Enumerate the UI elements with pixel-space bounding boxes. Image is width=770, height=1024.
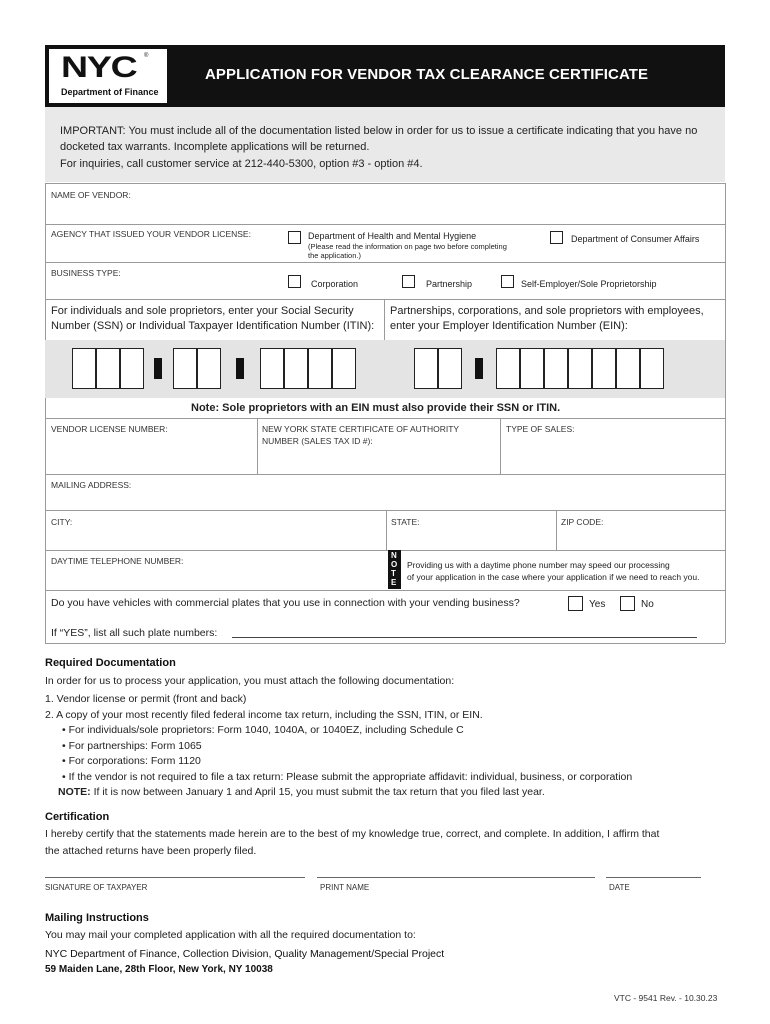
certification-text: I hereby certify that the statements made herein are to the best of my knowledge true, correct, and complete. In addition, I affirm that <box>45 828 660 840</box>
date-line[interactable] <box>606 877 701 878</box>
business-corporation-checkbox[interactable] <box>288 275 301 288</box>
ein-digit-box[interactable] <box>414 348 438 389</box>
logo-registered-mark: ® <box>144 53 149 59</box>
business-corporation-label: Corporation <box>311 279 359 289</box>
required-docs-bullet: • If the vendor is not required to file a tax return: Please submit the appropriate affidavit: individual, business, or corporation <box>62 771 633 783</box>
state-field[interactable] <box>387 511 555 550</box>
note-text: If it is now between January 1 and April 15, you must submit the tax return that you filed last year. <box>90 786 545 798</box>
vendor-license-label: VENDOR LICENSE NUMBER: <box>51 424 168 434</box>
row-divider <box>45 590 725 591</box>
important-line-1: IMPORTANT: You must include all of the documentation listed below in order for us to issue a certificate indicating that you have no <box>60 125 698 137</box>
ssn-digit-box[interactable] <box>173 348 197 389</box>
plates-input-line[interactable] <box>232 637 697 638</box>
required-docs-item: 1. Vendor license or permit (front and back) <box>45 693 247 705</box>
ein-digit-box[interactable] <box>592 348 616 389</box>
ein-instruction: enter your Employer Identification Number (EIN): <box>390 320 628 332</box>
business-partnership-checkbox[interactable] <box>402 275 415 288</box>
agency-dca-checkbox[interactable] <box>550 231 563 244</box>
note-letter: E <box>391 578 397 587</box>
mailing-address: 59 Maiden Lane, 28th Floor, New York, NY 10038 <box>45 964 273 975</box>
note-letter: N <box>391 551 397 560</box>
required-docs-bullet: • For partnerships: Form 1065 <box>62 740 202 752</box>
ein-digit-box[interactable] <box>520 348 544 389</box>
city-label: CITY: <box>51 517 73 527</box>
date-label: DATE <box>609 883 630 892</box>
important-line-2: docketed tax warrants. Incomplete applications will be returned. <box>60 141 370 153</box>
agency-dohmh-note: (Please read the information on page two before completing <box>308 242 507 251</box>
plates-label: If “YES”, list all such plate numbers: <box>51 627 218 639</box>
form-id: VTC - 9541 Rev. - 10.30.23 <box>614 993 718 1003</box>
ssn-instruction: Number (SSN) or Individual Taxpayer Identification Number (ITIN): <box>51 320 375 332</box>
vendor-license-field[interactable] <box>46 419 256 474</box>
agency-dca-label: Department of Consumer Affairs <box>571 234 700 244</box>
vehicles-yes-label: Yes <box>589 599 606 610</box>
required-docs-bullet: • For individuals/sole proprietors: Form 1040, 1040A, or 1040EZ, including Schedule C <box>62 724 464 736</box>
mailing-intro: You may mail your completed application with all the required documentation to: <box>45 929 416 941</box>
signature-line[interactable] <box>45 877 305 878</box>
mailing-address-field[interactable] <box>46 475 724 510</box>
ein-digit-box[interactable] <box>496 348 520 389</box>
city-field[interactable] <box>46 511 385 550</box>
required-docs-bullet: • For corporations: Form 1120 <box>62 755 201 767</box>
vendor-name-field[interactable] <box>46 184 724 224</box>
column-divider <box>384 299 385 341</box>
business-type-label: BUSINESS TYPE: <box>51 268 121 278</box>
phone-label: DAYTIME TELEPHONE NUMBER: <box>51 556 184 566</box>
ein-digit-box[interactable] <box>438 348 462 389</box>
agency-dohmh-checkbox[interactable] <box>288 231 301 244</box>
form-title: APPLICATION FOR VENDOR TAX CLEARANCE CERTIFICATE <box>205 66 649 83</box>
note-letter: T <box>391 569 396 578</box>
important-notice <box>45 107 725 182</box>
certification-text: the attached returns have been properly filed. <box>45 845 257 857</box>
vehicles-yes-checkbox[interactable] <box>568 596 583 611</box>
zip-code-field[interactable] <box>557 511 724 550</box>
vendor-name-label: NAME OF VENDOR: <box>51 190 131 200</box>
ein-instruction: Partnerships, corporations, and sole proprietors with employees, <box>390 305 704 317</box>
business-partnership-label: Partnership <box>426 279 473 289</box>
phone-note: Providing us with a daytime phone number may speed our processing <box>407 560 670 570</box>
row-divider <box>45 224 725 225</box>
note-bold: NOTE: <box>58 786 91 798</box>
nys-certificate-field[interactable] <box>258 419 499 474</box>
agency-dohmh-label: Department of Health and Mental Hygiene <box>308 231 477 241</box>
ssn-separator <box>154 358 162 379</box>
ssn-digit-box[interactable] <box>96 348 120 389</box>
vehicles-no-checkbox[interactable] <box>620 596 635 611</box>
mailing-address-label: MAILING ADDRESS: <box>51 480 132 490</box>
agency-label: AGENCY THAT ISSUED YOUR VENDOR LICENSE: <box>51 229 251 239</box>
phone-note: of your application in the case where your application if we need to reach you. <box>407 572 700 582</box>
row-divider <box>45 262 725 263</box>
print-name-line[interactable] <box>317 877 595 878</box>
note-tag <box>388 550 401 589</box>
ssn-digit-box[interactable] <box>120 348 144 389</box>
ssn-digit-box[interactable] <box>72 348 96 389</box>
signature-label: SIGNATURE OF TAXPAYER <box>45 883 148 892</box>
note-letter: O <box>391 560 398 569</box>
nys-certificate-label: NUMBER (SALES TAX ID #): <box>262 436 373 446</box>
ssn-digit-box[interactable] <box>197 348 221 389</box>
agency-dohmh-note: the application.) <box>308 251 361 260</box>
required-docs-note <box>58 786 545 798</box>
ssn-instruction: For individuals and sole proprietors, enter your Social Security <box>51 305 354 317</box>
form-border-bottom <box>45 643 725 644</box>
mailing-heading: Mailing Instructions <box>45 912 149 924</box>
ssn-separator <box>236 358 244 379</box>
ssn-digit-box[interactable] <box>332 348 356 389</box>
required-docs-intro: In order for us to process your application, you must attach the following documentation: <box>45 675 455 687</box>
ein-note: Note: Sole proprietors with an EIN must also provide their SSN or ITIN. <box>191 402 561 414</box>
logo-department: Department of Finance <box>61 87 159 97</box>
ein-separator <box>475 358 483 379</box>
nyc-logo <box>49 49 167 103</box>
row-divider <box>45 299 725 300</box>
vehicles-question: Do you have vehicles with commercial plates that you use in connection with your vending business? <box>51 597 520 609</box>
ein-digit-box[interactable] <box>544 348 568 389</box>
nys-certificate-label: NEW YORK STATE CERTIFICATE OF AUTHORITY <box>262 424 460 434</box>
ein-digit-box[interactable] <box>616 348 640 389</box>
print-name-label: PRINT NAME <box>320 883 370 892</box>
certification-heading: Certification <box>45 811 110 823</box>
zip-code-label: ZIP CODE: <box>561 517 604 527</box>
ein-digit-box[interactable] <box>640 348 664 389</box>
phone-field[interactable] <box>46 551 386 590</box>
required-docs-item: 2. A copy of your most recently filed federal income tax return, including the SSN, ITIN, or EIN. <box>45 709 483 721</box>
important-line-3: For inquiries, call customer service at 212-440-5300, option #3 - option #4. <box>60 158 423 170</box>
business-self-employed-checkbox[interactable] <box>501 275 514 288</box>
ein-digit-box[interactable] <box>568 348 592 389</box>
ssn-digit-box[interactable] <box>284 348 308 389</box>
type-of-sales-label: TYPE OF SALES: <box>506 424 575 434</box>
ssn-digit-box[interactable] <box>308 348 332 389</box>
state-label: STATE: <box>391 517 420 527</box>
business-self-employed-label: Self-Employer/Sole Proprietorship <box>521 279 657 289</box>
ssn-digit-box[interactable] <box>260 348 284 389</box>
required-docs-heading: Required Documentation <box>45 657 176 669</box>
mailing-address: NYC Department of Finance, Collection Division, Quality Management/Special Project <box>45 948 445 960</box>
vehicles-no-label: No <box>641 599 654 610</box>
type-of-sales-field[interactable] <box>501 419 724 474</box>
logo-text: NYC <box>61 51 137 84</box>
form-border-right <box>725 183 726 643</box>
